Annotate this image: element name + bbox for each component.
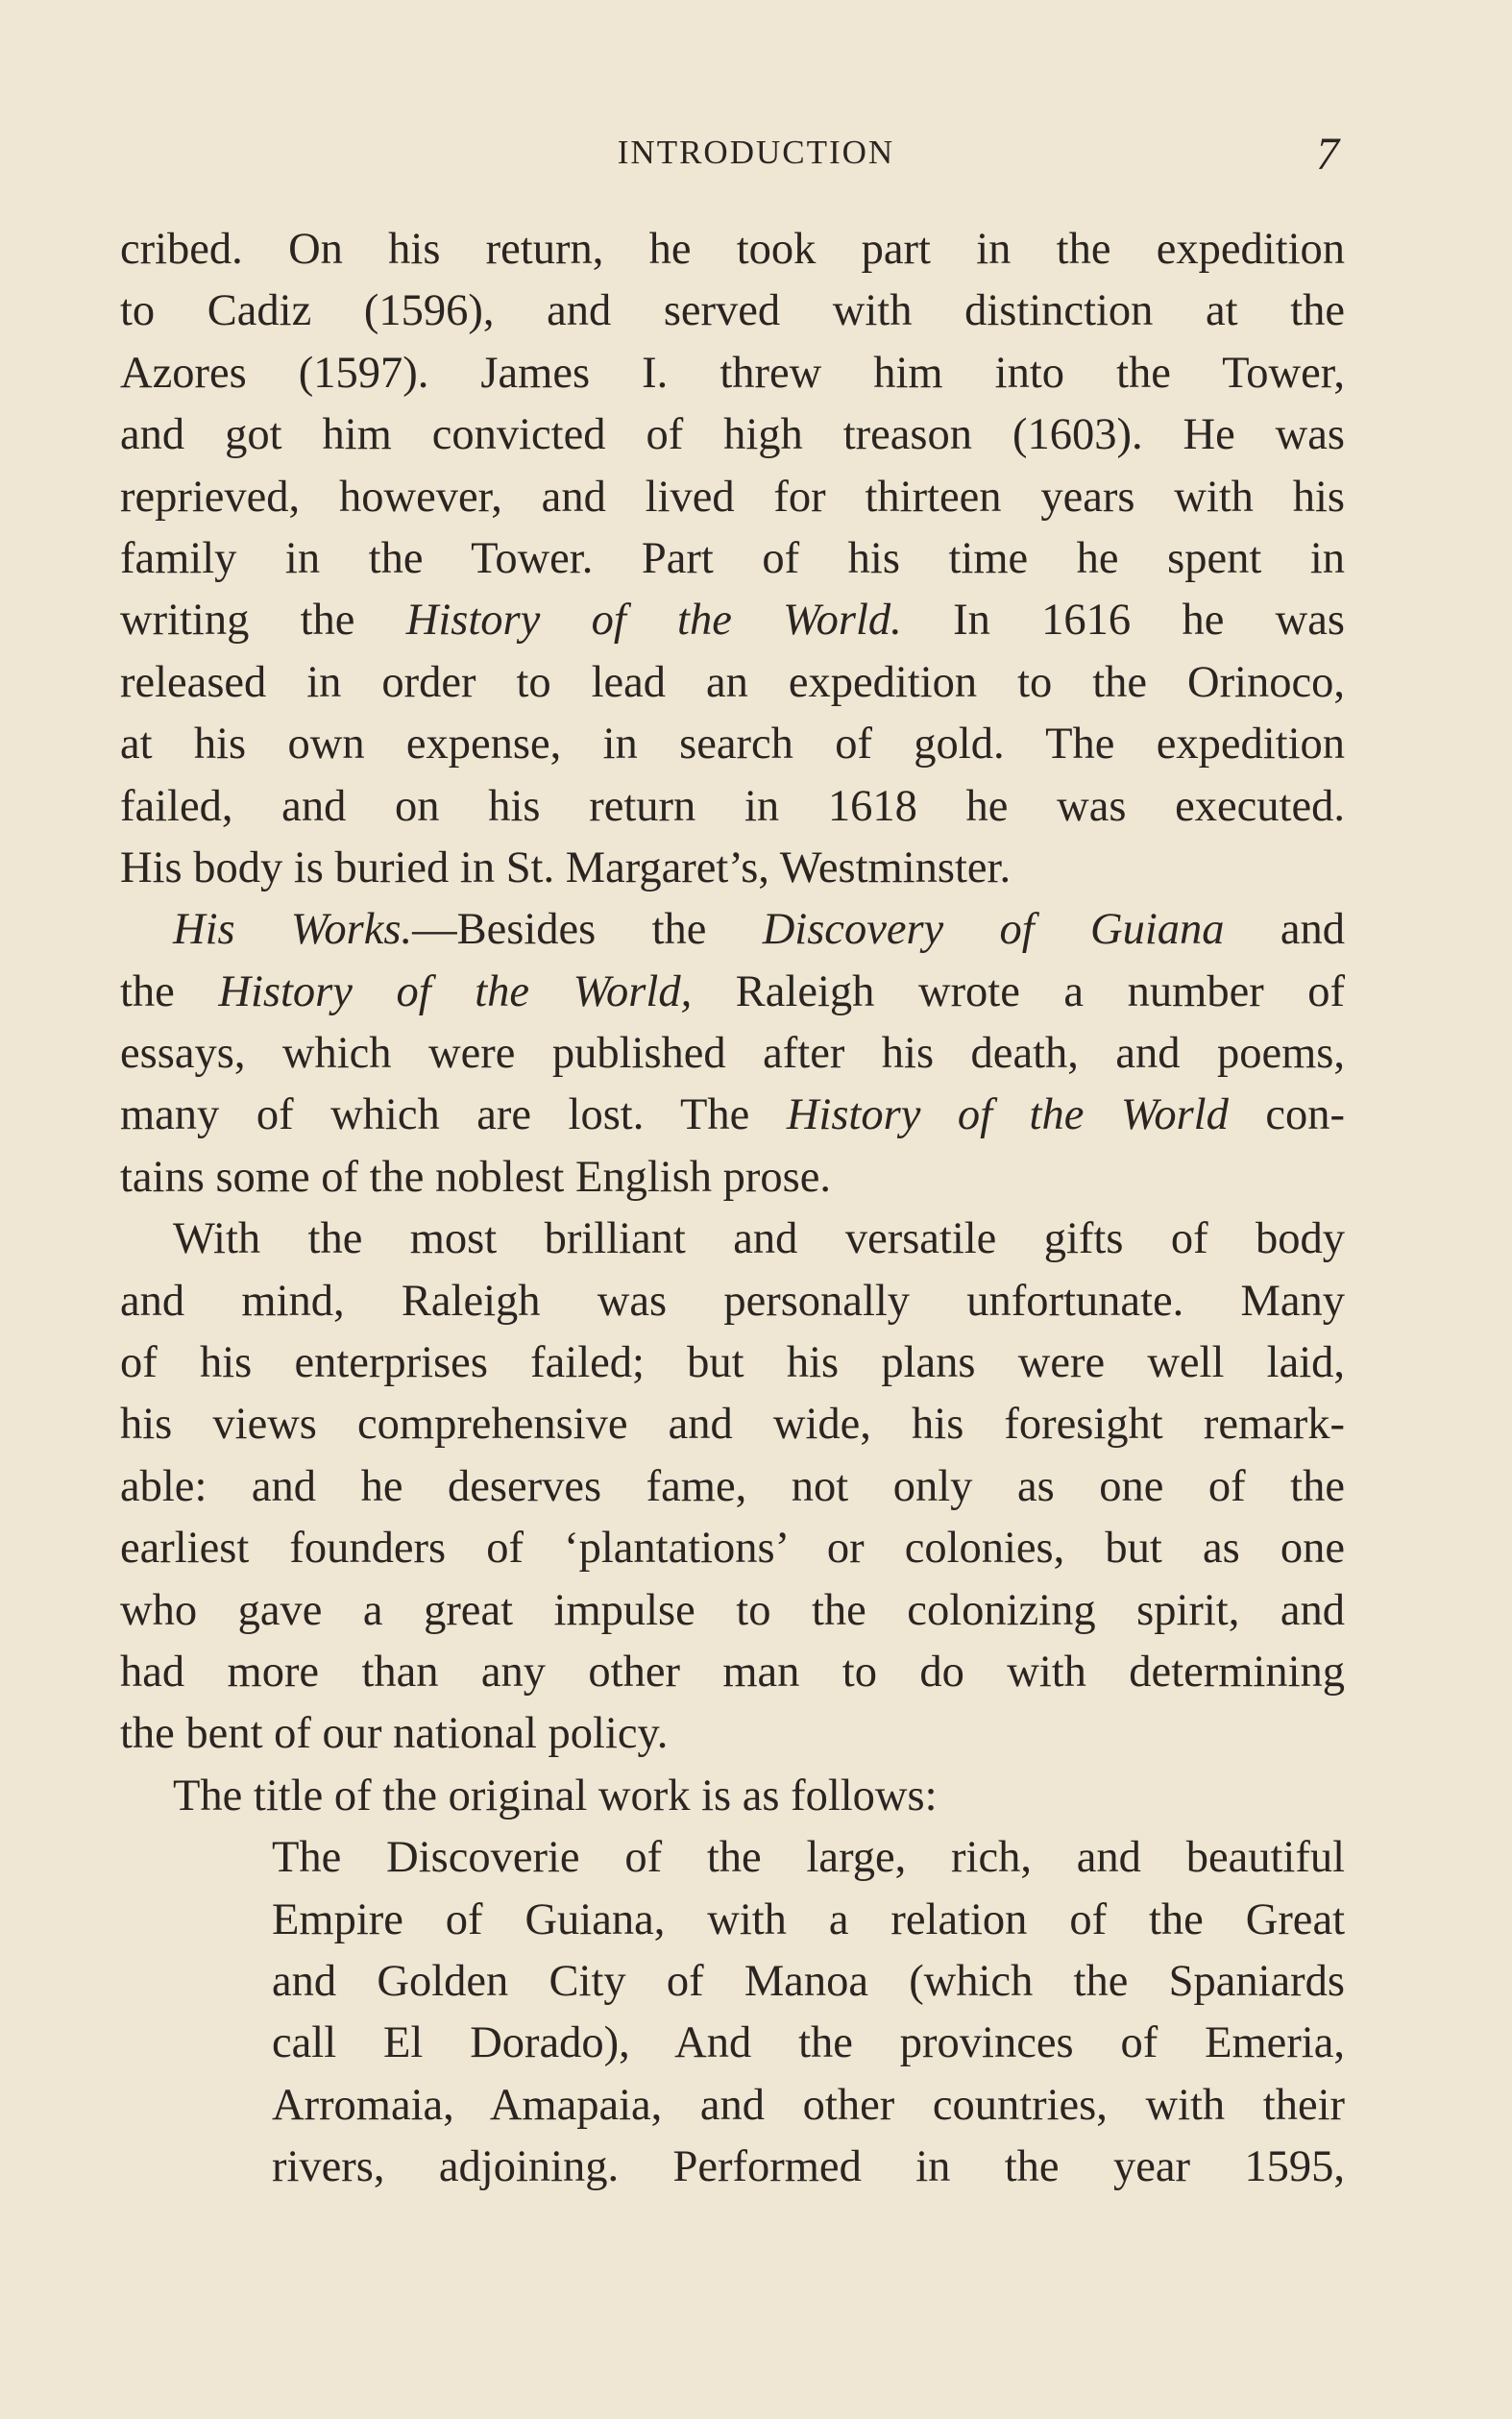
running-title: INTRODUCTION [617,134,895,171]
book-title-italic: History of the World [786,1090,1229,1140]
book-title-italic: History of the World. [405,596,902,646]
text-line: released in order to lead an expedition to the Orinoco, [120,657,1345,707]
section-heading-italic: His Works. [173,905,413,955]
text-line: With the most brilliant and versatile gifts of body [173,1214,1345,1264]
text-line: of his enterprises failed; but his plans were well laid, [120,1338,1345,1388]
quoted-title-line: rivers, adjoining. Performed in the year 1595, [272,2142,1345,2192]
book-title-italic: History of the World, [218,966,693,1016]
text-line: at his own expense, in search of gold. The expedition [120,720,1345,770]
text-line: failed, and on his return in 1618 he was executed. [120,781,1345,831]
text-line: earliest founders of ‘plantations’ or colonies, but as one [120,1524,1345,1574]
quoted-title-line: Arromaia, Amapaia, and other countries, with their [272,2080,1345,2130]
text-line: His body is buried in St. Margaret’s, Westminster. [120,843,1012,892]
text-line: many of which are lost. The History of the World con- [120,1090,1345,1140]
text-line: reprieved, however, and lived for thirteen years with his [120,472,1345,522]
text-line: had more than any other man to do with determining [120,1647,1345,1697]
text-line: essays, which were published after his death, and poems, [120,1029,1345,1079]
quoted-title-line: Empire of Guiana, with a relation of the Great [272,1894,1345,1944]
text-line: cribed. On his return, he took part in the expedition [120,225,1345,274]
text-line: able: and he deserves fame, not only as one of the [120,1461,1345,1511]
page-number: 7 [1316,129,1339,180]
text-line: and got him convicted of high treason (1603). He was [120,410,1345,460]
text-line: who gave a great impulse to the colonizing spirit, and [120,1585,1345,1635]
book-title-italic: Discovery of Guiana [762,905,1225,955]
text-line: the History of the World, Raleigh wrote a number of [120,966,1345,1016]
quoted-title-line: The Discoverie of the large, rich, and beautiful [272,1833,1345,1883]
text-line: writing the History of the World. In 1616 he was [120,596,1345,646]
text-line: to Cadiz (1596), and served with distinction at the [120,286,1345,336]
text-line: his views comprehensive and wide, his foresight remark- [120,1400,1345,1450]
quoted-title-line: call El Dorado), And the provinces of Emeria, [272,2018,1345,2068]
text-line: the bent of our national policy. [120,1709,669,1759]
text-line: and mind, Raleigh was personally unfortunate. Many [120,1276,1345,1326]
text-line: Azores (1597). James I. threw him into the Tower, [120,348,1345,398]
text-line: His Works.—Besides the Discovery of Guiana and [173,905,1345,955]
text-line: tains some of the noblest English prose. [120,1152,832,1202]
running-head [0,129,1512,181]
text-line: family in the Tower. Part of his time he spent in [120,533,1345,583]
body-text [120,219,1345,2199]
text-line: The title of the original work is as follows: [173,1771,938,1820]
quoted-title-line: and Golden City of Manoa (which the Spaniards [272,1956,1345,2006]
